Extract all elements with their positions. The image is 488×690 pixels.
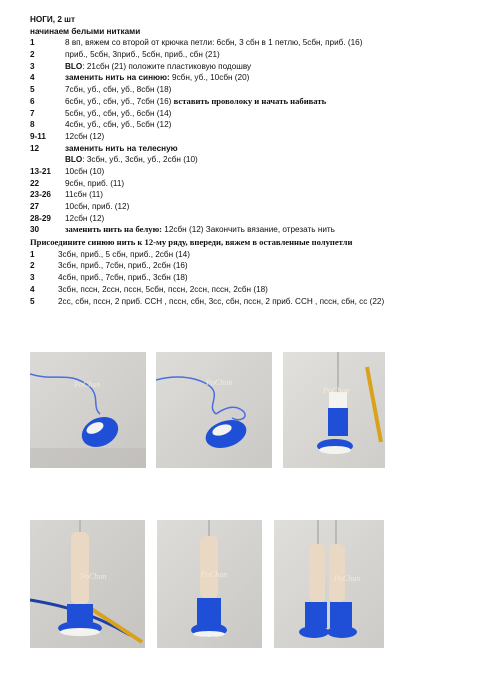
row-instruction [65,61,251,73]
row-instruction [65,224,335,236]
row-instruction [65,37,362,49]
row-instruction [65,119,171,131]
row-instruction [65,154,198,166]
shoe-row [30,296,470,308]
instruction-part: 9сбн, уб., 10сбн (20) [169,73,250,83]
instruction-part: 4сбн, уб., сбн, уб., 5сбн (12) [65,120,172,130]
row-number: 22 [30,178,40,188]
row-instruction [65,131,104,143]
watermark: PoChun [80,572,107,581]
instruction-part: заменить нить на белую: [65,224,162,235]
instruction-part: 12сбн (12) [65,213,105,223]
instruction-part: приб., 5сбн, 3приб., 5сбн, приб., сбн (21) [65,50,220,60]
pattern-row [30,166,470,178]
pattern-row [30,201,470,213]
watermark: PoChun [323,386,350,395]
row-number: 23-26 [30,190,51,200]
row-number: 4 [30,73,35,83]
photo-illustration [30,520,145,648]
row-number: 1 [30,38,35,48]
pattern-row [30,84,470,96]
row-number: 28-29 [30,213,51,223]
photo-illustration [157,520,262,648]
instruction-part: вставить проволоку и начать набивать [173,95,327,106]
row-instruction [65,166,104,178]
row-number: 1 [30,249,35,259]
row-instruction [65,178,124,190]
shoe-rows [30,249,470,307]
instruction-part: 8 вп, вяжем со второй от крючка петли: 6сбн, 3 сбн в 1 петлю, 5сбн, приб. (16) [65,38,363,48]
pattern-row [30,96,470,108]
row-number: 7 [30,108,35,118]
instruction-part: : 3сбн, уб., 3сбн, уб., 2сбн (10) [82,155,198,165]
photo-step-6 [274,520,384,648]
section-heading: Присоедините синюю нить к 12-му ряду, впереди, вяжем в оставленные полупетли [30,237,353,248]
pattern-row [30,37,470,49]
pattern-row [30,154,470,166]
photo-illustration [274,520,384,648]
row-number: 9-11 [30,131,46,141]
instruction-part: 6сбн, уб., сбн, уб., 7сбн (16) [65,96,174,106]
photo-step-4 [30,520,145,648]
instruction-part: BLO [65,61,83,71]
pattern-row [30,224,470,236]
row-instruction: 3сбн, приб., 7сбн, приб., 2сбн (16) [58,261,188,271]
photo-step-1 [30,352,146,468]
watermark: PoChun [206,378,233,387]
watermark: PoChun [201,570,228,579]
instruction-part: заменить нить на синюю: [65,73,170,83]
row-instruction: 2сс, сбн, пссн, 2 приб. ССН , пссн, сбн, 3сс, сбн, пссн, 2 приб. ССН , пссн, сбн, сс (22) [58,296,385,306]
instruction-part: : 21сбн (21) положите пластиковую подошву [82,61,252,71]
row-number: 2 [30,50,35,60]
photo-step-3 [283,352,385,468]
row-number: 3 [30,61,35,71]
pattern-row [30,61,470,73]
pattern-document [30,14,470,307]
photo-step-2 [156,352,272,468]
row-instruction [65,49,220,61]
instruction-part: 10сбн, приб. (12) [65,202,130,212]
row-instruction: 4сбн, приб., 7сбн, приб., 3сбн (18) [58,273,188,283]
row-instruction [65,201,129,213]
row-number: 12 [30,143,40,153]
row-instruction: 3сбн, приб., 5 сбн, приб., 2сбн (14) [58,249,190,259]
document-subtitle: начинаем белыми нитками [30,26,141,36]
pattern-row [30,213,470,225]
pattern-row [30,178,470,190]
pattern-row [30,72,470,84]
row-number: 2 [30,261,35,271]
row-number: 6 [30,96,35,106]
instruction-part: 7сбн, уб., сбн, уб., 8сбн (18) [65,85,172,95]
row-instruction [65,96,326,108]
row-instruction [65,143,178,155]
row-number: 5 [30,296,35,306]
row-instruction [65,213,104,225]
document-title: НОГИ, 2 шт [30,15,76,24]
watermark: PoChun [74,380,101,389]
shoe-row [30,272,470,284]
pattern-row [30,119,470,131]
photo-illustration [156,352,272,468]
shoe-row [30,260,470,272]
pattern-row [30,143,470,155]
instruction-part: 5сбн, уб., сбн, уб., 6сбн (14) [65,108,172,118]
row-instruction [65,84,171,96]
watermark: PoChun [334,574,361,583]
row-number: 4 [30,284,35,294]
row-number: 30 [30,225,40,235]
row-instruction [65,189,103,201]
instruction-part: заменить нить на телесную [65,143,178,153]
instruction-part: 12сбн (12) Закончить вязание, отрезать нить [162,225,335,235]
row-number: 5 [30,85,35,95]
instruction-part: 9сбн, приб. (11) [65,178,125,188]
row-number: 13-21 [30,166,51,176]
shoe-row [30,249,470,261]
row-instruction: 3сбн, пссн, 2ссн, пссн, 5сбн, пссн, 2ссн, пссн, 2сбн (18) [58,284,268,294]
row-number: 8 [30,120,35,130]
instruction-part: 11сбн (11) [65,190,104,200]
pattern-rows [30,37,470,236]
photo-step-5 [157,520,262,648]
instruction-part: 10сбн (10) [65,166,105,176]
photo-illustration [283,352,385,468]
pattern-row [30,131,470,143]
row-instruction [65,72,249,84]
row-number: 27 [30,202,40,212]
row-instruction [65,108,171,120]
shoe-row [30,284,470,296]
instruction-part: 12сбн (12) [65,131,105,141]
row-number: 3 [30,273,35,283]
instruction-part: BLO [65,155,83,165]
photo-illustration [30,352,146,468]
pattern-row [30,108,470,120]
pattern-row [30,189,470,201]
pattern-row [30,49,470,61]
